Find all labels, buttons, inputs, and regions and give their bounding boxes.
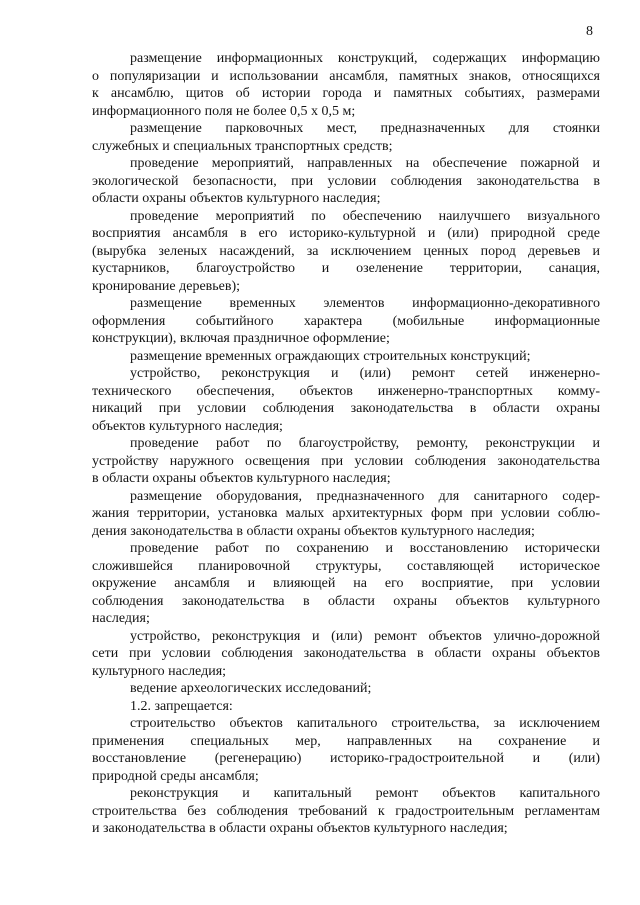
text-line: проведение работ по сохранению и восстановлению исторически [130,541,600,556]
text-line: проведение работ по благоустройству, ремонту, реконструкции и [130,436,600,451]
text-line: информационного поля не более 0,5 х 0,5 м; [92,103,356,119]
text-line: устройство, реконструкция и (или) ремонт сетей инженерно- [130,366,600,381]
paragraph [92,50,600,120]
text-line: восстановление (регенерацию) историко-градостроительной и (или) [92,751,600,766]
text-line: сложившейся планировочной структуры, составляющей историческое [92,558,600,574]
text-line: размещение парковочных мест, предназначенных для стоянки [130,121,600,136]
text-line: дения законодательства в области охраны объектов культурного наследия; [92,523,535,539]
text-line: никаций при условии соблюдения законодательства в области охраны [92,401,600,416]
text-line: в области охраны объектов культурного наследия; [92,471,391,486]
text-line: сети при условии соблюдения законодательства в области охраны объектов [92,646,600,661]
paragraph [92,628,600,681]
text-line: экологической безопасности, при условии соблюдения законодательства в [92,173,600,189]
text-line: устройству наружного освещения при условии соблюдения законодательства [92,453,600,469]
paragraph [92,785,600,838]
text-line: жания территории, установка малых архитектурных форм при условии соблю- [92,506,600,521]
paragraph [92,488,600,541]
text-line: размещение временных ограждающих строительных конструкций; [130,348,531,364]
text-line: реконструкция и капитальный ремонт объектов капитального [130,786,600,801]
paragraph [92,348,600,366]
text-line: строительства без соблюдения требований к градостроительным регламентам [92,803,600,819]
text-line: соблюдения законодательства в области охраны объектов культурного [92,593,600,609]
text-line: оформления событийного характера (мобильные информационные [92,313,600,329]
paragraph [92,715,600,785]
text-line: природной среды ансамбля; [92,768,259,784]
text-line: кустарников, благоустройство и озеленение территории, санация, [92,261,600,276]
text-line: строительство объектов капитального строительства, за исключением [130,716,600,731]
paragraph [92,540,600,628]
text-line: проведение мероприятий, направленных на обеспечение пожарной и [130,156,600,171]
text-line: размещение информационных конструкций, содержащих информацию [130,51,600,66]
text-line: наследия; [92,611,150,626]
text-line: к ансамблю, щитов об истории города и памятных событиях, размерами [92,86,600,101]
document-body [92,50,600,838]
paragraph [92,120,600,155]
text-line: технического обеспечения, объектов инженерно-транспортных комму- [92,383,600,399]
text-line: объектов культурного наследия; [92,418,283,434]
text-line: размещение оборудования, предназначенного для санитарного содер- [130,488,600,504]
text-line: восприятия ансамбля в его историко-культурной и (или) природной среде [92,226,600,241]
text-line: служебных и специальных транспортных средств; [92,138,393,154]
paragraph [92,435,600,488]
text-line: области охраны объектов культурного наследия; [92,191,381,206]
text-line: и законодательства в области охраны объектов культурного наследия; [92,821,508,836]
text-line: устройство, реконструкция и (или) ремонт объектов улично-дорожной [130,628,600,644]
paragraph [92,155,600,208]
paragraph [92,295,600,348]
page-number: 8 [586,24,593,39]
paragraph [92,698,600,716]
text-line: о популяризации и использовании ансамбля, памятных знаков, относящихся [92,68,600,84]
text-line: проведение мероприятий по обеспечению наилучшего визуального [130,208,600,224]
text-line: кронирование деревьев); [92,278,241,294]
text-line: окружение ансамбля и влияющей на его восприятие, при условии [92,576,600,591]
text-line: 1.2. запрещается: [130,698,233,714]
text-line: размещение временных элементов информационно-декоративного [130,296,600,311]
text-line: применения специальных мер, направленных на сохранение и [92,733,600,749]
text-line: (вырубка зеленых насаждений, за исключением ценных пород деревьев и [92,243,600,259]
paragraph [92,680,600,698]
paragraph [92,208,600,296]
text-line: конструкции), включая праздничное оформление; [92,331,390,346]
paragraph [92,365,600,435]
text-line: ведение археологических исследований; [130,681,372,696]
text-line: культурного наследия; [92,663,227,679]
